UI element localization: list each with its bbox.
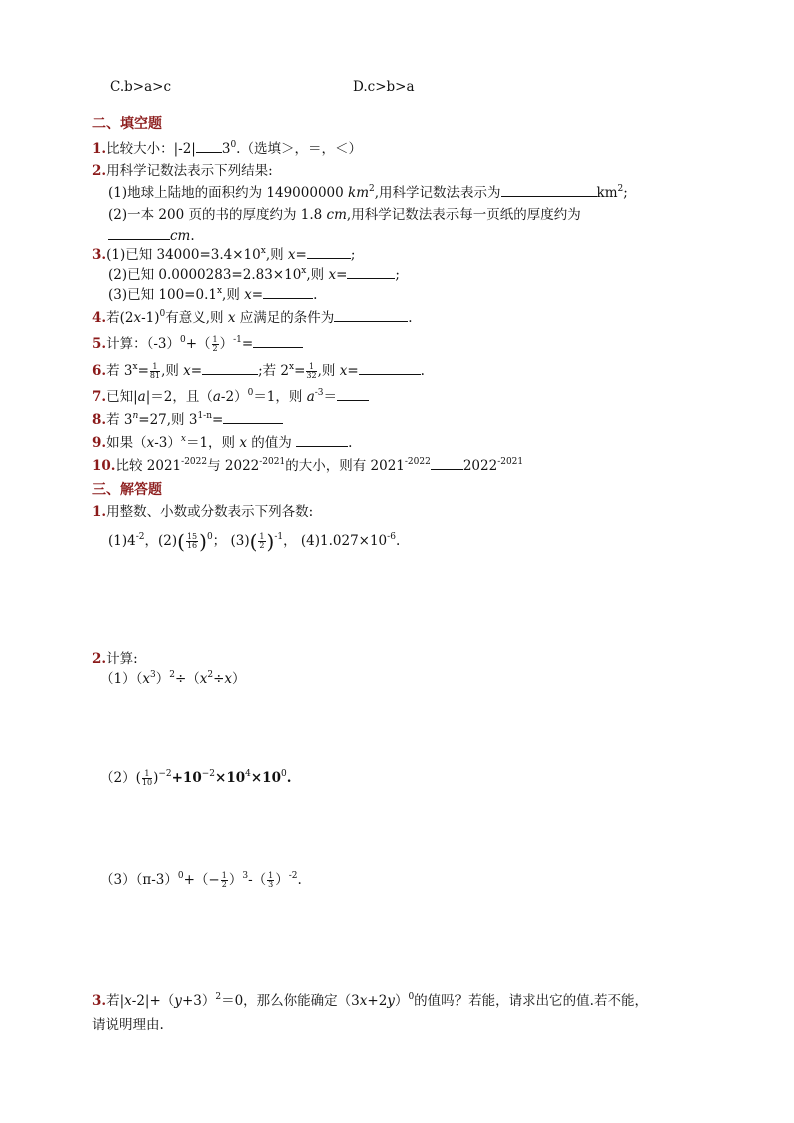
question-10: 10.比较 $2021^{-2022}$与 $2022^{-2021}$的大小，则有 $2021^{-2022}$ $2022^{-2021}$ [92, 457, 524, 474]
answer-question-2: 2.计算: [92, 651, 138, 667]
answer-question-3-line-2: 请说明理由. [92, 1017, 164, 1033]
question-2: 2.用科学记数法表示下列结果: [92, 163, 273, 179]
question-2-part-1: (1)地球上陆地的面积约为 149000000 $km^2$,用科学记数法表示为 $km^2$; [108, 184, 628, 201]
question-9: 9.如果$(x-3)^x=1$，则 x 的值为 . [92, 434, 353, 451]
answer-question-1: 1.用整数、小数或分数表示下列各数: [92, 504, 314, 520]
question-8: 8.若 $3^n=27$,则 $3^{1-n}=$ [92, 411, 283, 429]
answer-question-2-part-2: （2）( $\frac{1}{10}$ )$^{-2}+10^{-2}\times 10^4\times 10^0$. [100, 769, 292, 787]
answer-blank[interactable] [263, 286, 313, 299]
answer-blank[interactable] [334, 309, 408, 322]
question-2-part-2-answer: cm. [108, 227, 195, 245]
fraction: $\frac{1}{10}$ [141, 769, 153, 787]
question-5: 5.计算：$(-3)^0+$（ $\frac{1}{2}$ ）$^{-1}$= [92, 332, 303, 356]
answer-question-2-part-3: $(3)(\pi-3)^0+(-$ $\frac{1}{2}$ ）$^3$-（ $\frac{1}{3}$ ）$^{-2}$. [100, 871, 302, 889]
question-6: 6.若 $3^x=$ $\frac{1}{81}$ ,则 x= ;若 $2^x=$ $\frac{1}{32}$ ,则 x= . [92, 362, 425, 380]
fraction: $\frac{1}{3}$ [268, 871, 274, 889]
question-3-part-3: (3)已知 $100=0.1^x$,则 x= . [108, 286, 318, 303]
answer-blank[interactable] [431, 457, 463, 470]
section-fill-in-heading: 二、填空题 [92, 116, 162, 132]
option-c: C.b>a>c [110, 79, 172, 95]
answer-blank[interactable] [359, 362, 421, 375]
answer-blank[interactable] [253, 335, 303, 348]
option-d: D.c>b>a [353, 79, 415, 95]
answer-blank[interactable] [501, 184, 597, 197]
fraction: $\frac{15}{16}$ [186, 532, 198, 550]
answer-blank[interactable] [108, 227, 170, 240]
answer-blank[interactable] [337, 388, 369, 401]
question-3-part-2: (2)已知 $0.0000283=2.83\times 10^x$,则 x= ; [108, 266, 400, 283]
answer-blank[interactable] [296, 434, 348, 447]
fraction: $\frac{1}{2}$ [259, 532, 265, 550]
answer-blank[interactable] [347, 266, 395, 279]
answer-question-1-items: $(1)4^{-2}$，(2)( $\frac{15}{16}$ )$^0$； (3)( $\frac{1}{2}$ )$^{-1}$， $(4)1.027\times 10^{-6}$. [108, 529, 401, 554]
fraction: $\frac{1}{81}$ [149, 362, 161, 380]
answer-blank[interactable] [196, 140, 222, 153]
answer-question-3: 3.若$|x-2|+(y+3)^2=0$，那么你能确定$(3x+2y)^0$的值吗？若能，请求出它的值.若不能， [92, 992, 648, 1009]
question-7: 7.已知|a|＝2，且$(a-2)^0=1$，则 $a^{-3}=$ [92, 388, 369, 406]
fraction: $\frac{1}{2}$ [221, 871, 227, 889]
section-answer-heading: 三、解答题 [92, 482, 162, 498]
question-4: 4.若$(2x-1)^0$有意义,则 x 应满足的条件为 . [92, 309, 413, 326]
answer-question-2-part-1: $(1)(x^3)^2\div(x^2\div x)$ [100, 670, 246, 687]
question-3-part-1: 3.(1)已知 $34000=3.4\times 10^x$,则 x= ; [92, 246, 356, 263]
question-2-part-2: (2)一本 200 页的书的厚度约为 1.8 cm,用科学记数法表示每一页纸的厚度约为 [108, 207, 581, 223]
answer-blank[interactable] [202, 362, 258, 375]
fraction: $\frac{1}{2}$ [212, 335, 218, 353]
fraction: $\frac{1}{32}$ [306, 362, 317, 380]
question-1: 1.比较大小：|-2| $3^0$.（选填＞，＝，＜） [92, 140, 362, 157]
answer-blank[interactable] [307, 246, 351, 259]
answer-blank[interactable] [223, 411, 283, 424]
